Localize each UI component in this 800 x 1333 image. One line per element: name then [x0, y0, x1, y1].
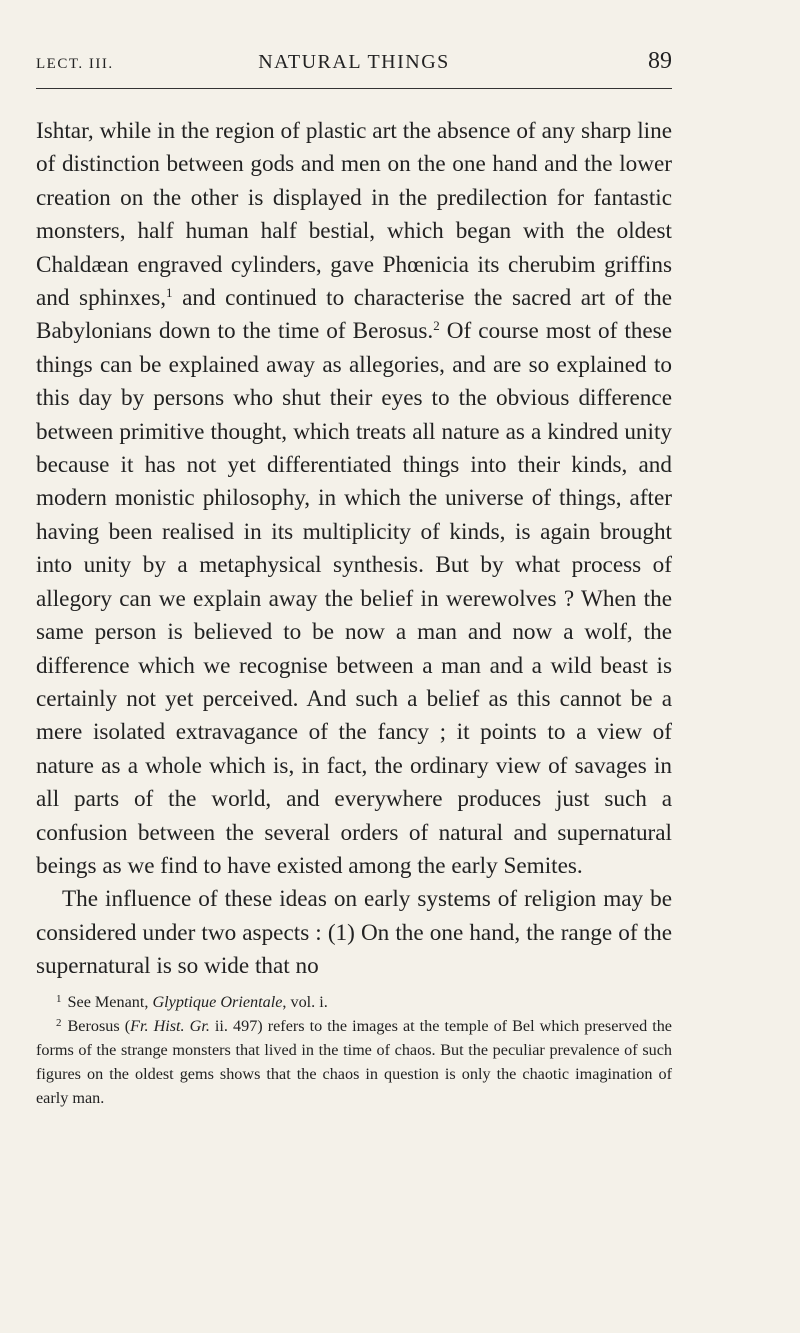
paragraph-2: The influence of these ideas on early systems of religion may be considered under two aspects : (1) On the one hand, the range of the supernatural is so wide that no [36, 886, 672, 980]
footnote-2 [36, 1014, 672, 1110]
book-page [36, 30, 672, 1110]
footnote-ref-1: 1 [166, 285, 173, 301]
footnotes [36, 990, 672, 1110]
footnote-2-pre: Berosus ( [67, 1016, 131, 1035]
footnote-2-number: 2 [56, 1016, 62, 1029]
body-text [36, 115, 672, 984]
footnote-1-post: , vol. i. [282, 992, 328, 1011]
page-number: 89 [648, 48, 672, 74]
header-rule [36, 88, 672, 89]
footnote-2-title: Fr. Hist. Gr. [130, 1016, 210, 1035]
lecture-label: LECT. III. [36, 56, 114, 72]
footnote-1-title: Glyptique Orientale [152, 992, 283, 1011]
footnote-1-number: 1 [56, 992, 62, 1005]
running-head [36, 30, 672, 88]
footnote-1 [36, 990, 672, 1014]
chapter-title: NATURAL THINGS [258, 51, 450, 73]
paragraph-1-part-2: and continued to characterise the sacred art of the Babylonians down to the time of Berosus. [36, 285, 672, 345]
paragraph-1-part-1: Ishtar, while in the region of plastic art the absence of any sharp line of distinction between gods and men on the one hand and the lower creation on the other is displayed in the predilection for fantastic monsters, half human half bestial, which began with the oldest Chaldæan engraved cylinders, gave Phœnicia its cherubim griffins and sphinxes, [36, 118, 672, 312]
paragraph-1-part-3: Of course most of these things can be explained away as allegories, and are so explained to this day by persons who shut their eyes to the obvious difference between primitive thought, which treats all nature as a kindred unity because it has not yet differentiated things into their kinds, and modern monistic philosophy, in which the universe of things, after having been realised in its multiplicity of kinds, is again brought into unity by a metaphysical synthesis. But by what process of allegory can we explain away the belief in werewolves ? When the same person is believed to be now a man and now a wolf, the difference which we recognise between a man and a wild beast is certainly not yet perceived. And such a belief as this cannot be a mere isolated extravagance of the fancy ; it points to a view of nature as a whole which is, in fact, the ordinary view of savages in all parts of the world, and everywhere produces just such a confusion between the several orders of natural and supernatural beings as we find to have existed among the early Semites. [36, 318, 672, 879]
footnote-ref-2: 2 [433, 318, 440, 334]
footnote-2-post: ii. 497) refers to the images at the temple of Bel which preserved the forms of the strange monsters that lived in the time of chaos. But the peculiar prevalence of such figures on the oldest gems shows that the chaos in question is only the chaotic imagination of early man. [36, 1016, 672, 1107]
paragraph-1 [36, 115, 672, 883]
footnote-1-pre: See Menant, [67, 992, 153, 1011]
